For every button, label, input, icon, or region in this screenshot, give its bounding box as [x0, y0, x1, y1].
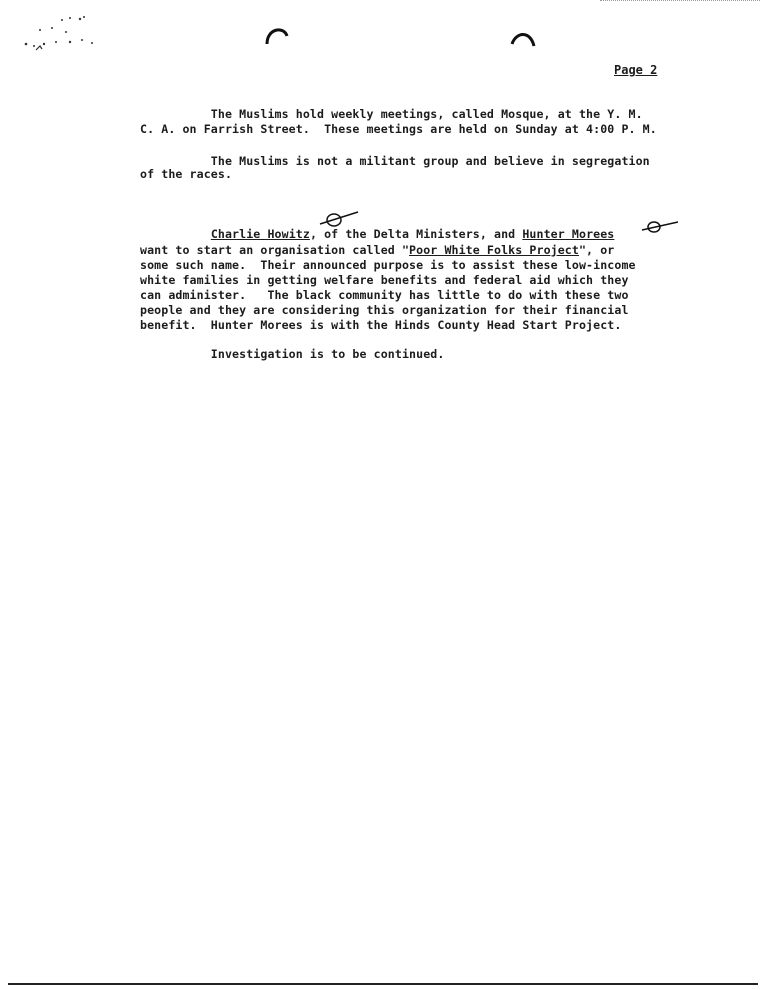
underlined-project-name: Poor White Folks Project — [409, 243, 579, 257]
handwritten-scribble — [22, 14, 102, 54]
binder-hole-mark-left — [262, 24, 292, 46]
text-line: The Muslims hold weekly meetings, called Mosque, at the Y. M. — [140, 107, 643, 121]
text-line: want to start an organisation called "Poor White Folks Project", or — [140, 243, 615, 257]
underlined-name: Hunter Morees — [522, 227, 615, 241]
binder-hole-mark-right — [508, 28, 538, 50]
text-line: The Muslims is not a militant group and believe in segregation — [140, 154, 650, 168]
page-number: Page 2 — [614, 63, 658, 77]
text-line: Charlie Howitz, of the Delta Ministers, and Hunter Morees — [210, 227, 615, 241]
handwritten-zero-mark — [640, 218, 680, 238]
text-line: benefit. Hunter Morees is with the Hinds County Head Start Project. — [140, 318, 622, 332]
text-line: some such name. Their announced purpose is to assist these low-income — [140, 258, 636, 272]
text-line: white families in getting welfare benefits and federal aid which they — [140, 273, 629, 287]
text-line: of the races. — [140, 167, 233, 181]
text-line: can administer. The black community has little to do with these two — [140, 288, 629, 302]
underlined-name: Charlie Howitz — [210, 227, 310, 241]
text-line: people and they are considering this organization for their financial — [140, 303, 629, 317]
text-line: Investigation is to be continued. — [140, 347, 445, 361]
page-bottom-edge — [8, 983, 758, 985]
text-line: C. A. on Farrish Street. These meetings are held on Sunday at 4:00 P. M. — [140, 122, 657, 136]
top-edge-dots — [600, 0, 760, 3]
